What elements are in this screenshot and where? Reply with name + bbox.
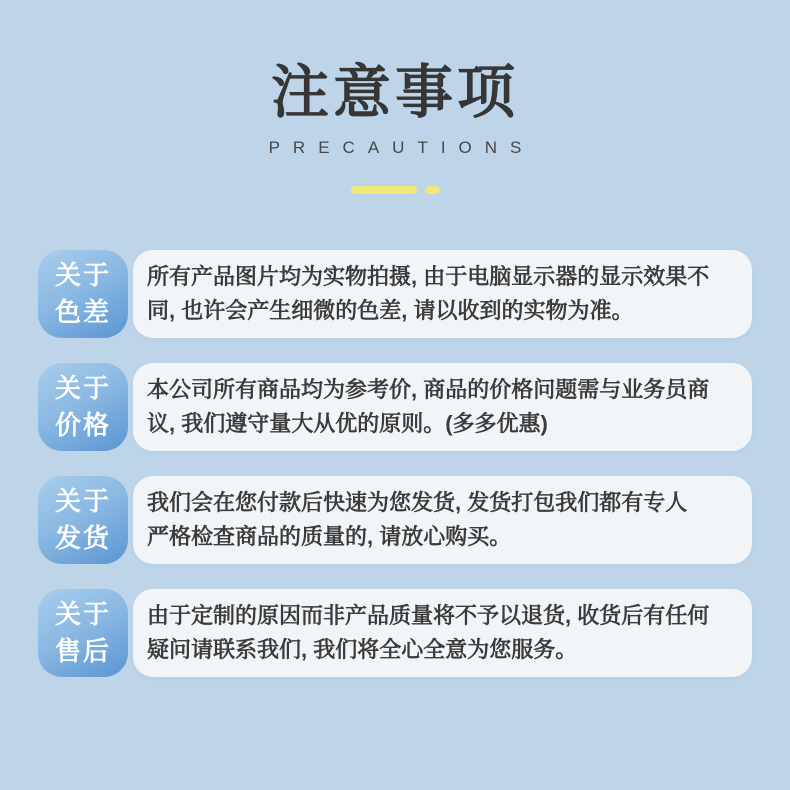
card-text-line: 疑问请联系我们, 我们将全心全意为您服务。 xyxy=(147,637,578,662)
card-label-line1: 关于 xyxy=(54,599,111,629)
card-text-color-difference xyxy=(133,250,752,338)
card-text-line: 严格检查商品的质量的, 请放心购买。 xyxy=(147,524,512,549)
card-label-line1: 关于 xyxy=(54,260,111,290)
card-after-sale xyxy=(38,589,752,677)
precaution-card-list xyxy=(38,250,752,702)
card-label-shipping xyxy=(38,476,128,564)
card-label-line2: 发货 xyxy=(54,523,111,553)
card-text-after-sale xyxy=(133,589,752,677)
card-shipping xyxy=(38,476,752,564)
card-label-line2: 色差 xyxy=(54,297,111,327)
card-text-line: 本公司所有商品均为参考价, 商品的价格问题需与业务员商 xyxy=(147,377,710,402)
page-header xyxy=(0,0,790,194)
dash-short-decoration xyxy=(425,186,440,194)
card-price xyxy=(38,363,752,451)
card-text-price xyxy=(133,363,752,451)
card-text-line: 同, 也许会产生细微的色差, 请以收到的实物为准。 xyxy=(147,298,634,323)
card-text-line: 议, 我们遵守量大从优的原则。(多多优惠) xyxy=(147,411,548,436)
page-title: 注意事项 xyxy=(270,60,519,125)
page-subtitle: PRECAUTIONS xyxy=(268,138,535,157)
card-label-price xyxy=(38,363,128,451)
card-color-difference xyxy=(38,250,752,338)
card-text-shipping xyxy=(133,476,752,564)
card-label-line2: 售后 xyxy=(54,636,111,666)
dash-long-decoration xyxy=(351,186,417,194)
card-label-line2: 价格 xyxy=(54,410,111,440)
card-text-line: 由于定制的原因而非产品质量将不予以退货, 收货后有任何 xyxy=(147,603,710,628)
title-underline-dashes xyxy=(0,186,790,194)
card-label-after-sale xyxy=(38,589,128,677)
card-text-line: 所有产品图片均为实物拍摄, 由于电脑显示器的显示效果不 xyxy=(147,264,710,289)
card-label-line1: 关于 xyxy=(54,486,111,516)
card-label-color-difference xyxy=(38,250,128,338)
card-text-line: 我们会在您付款后快速为您发货, 发货打包我们都有专人 xyxy=(147,490,688,515)
card-label-line1: 关于 xyxy=(54,373,111,403)
